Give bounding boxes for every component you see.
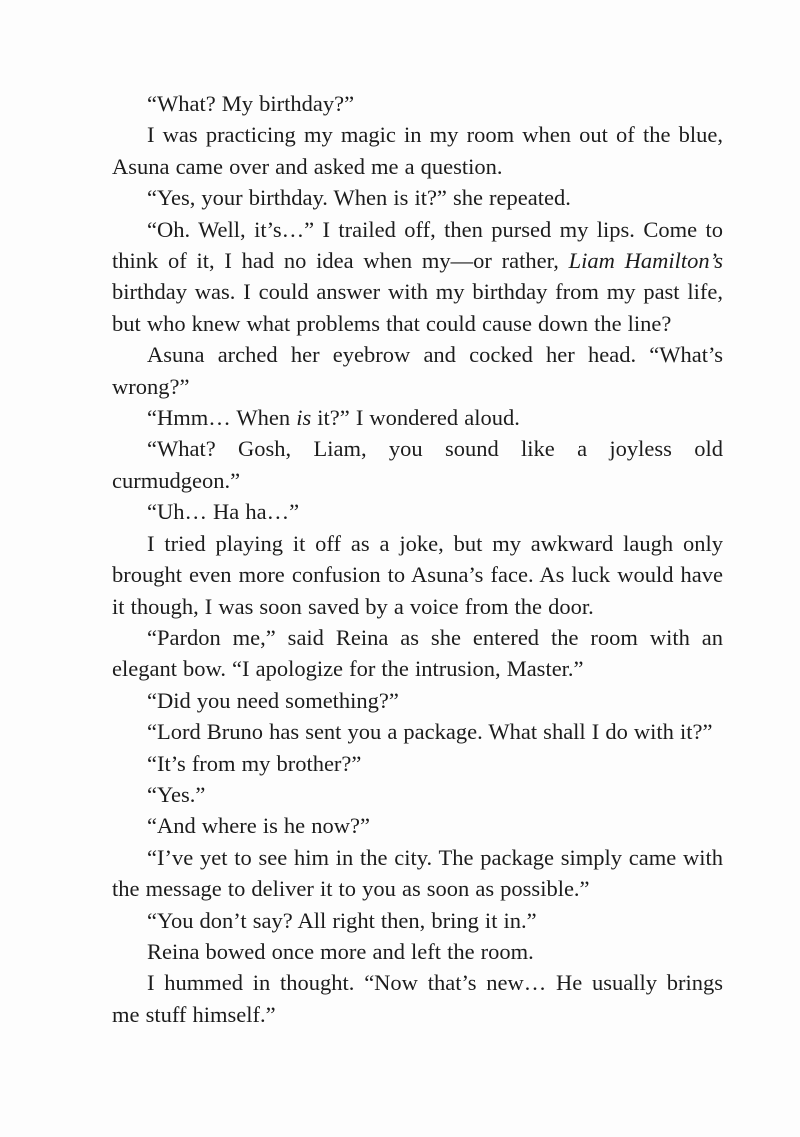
text-segment: I tried playing it off as a joke, but my awkward laugh only brought even more confusion to Asuna’s face. As luck would have it though, I was soon saved by a voice from the door. [112, 530, 723, 619]
paragraph [112, 685, 723, 716]
text-segment: I was practicing my magic in my room when out of the blue, Asuna came over and asked me a question. [112, 122, 723, 179]
paragraph [112, 433, 723, 496]
text-segment: “Lord Bruno has sent you a package. What shall I do with it?” [147, 719, 713, 745]
paragraph [112, 842, 723, 905]
italic-text-segment: is [296, 405, 312, 431]
text-segment: “What? My birthday?” [147, 91, 355, 116]
text-segment: “And where is he now?” [147, 813, 370, 839]
paragraph [112, 496, 723, 527]
text-segment: Reina bowed once more and left the room. [147, 938, 534, 964]
paragraph [112, 214, 723, 340]
paragraph [112, 810, 723, 841]
page-text [112, 88, 723, 1030]
paragraph [112, 339, 723, 402]
paragraph [112, 748, 723, 779]
paragraph [112, 905, 723, 936]
paragraph [112, 622, 723, 685]
text-segment: “It’s from my brother?” [147, 750, 362, 776]
paragraph [112, 936, 723, 967]
italic-text-segment: Liam Hamilton’s [568, 248, 723, 274]
text-segment: “Yes, your birthday. When is it?” she repeated. [147, 185, 571, 211]
paragraph [112, 716, 723, 747]
text-segment: “Pardon me,” said Reina as she entered the room with an elegant bow. “I apologize for the intrusion, Master.” [112, 624, 723, 682]
paragraph [112, 182, 723, 213]
text-segment: “Uh… Ha ha…” [147, 499, 300, 525]
text-segment: it?” I wondered aloud. [311, 405, 520, 431]
text-segment: “You don’t say? All right then, bring it in.” [147, 907, 537, 933]
paragraph [112, 88, 723, 119]
text-segment: “Did you need something?” [147, 687, 399, 713]
text-segment: “What? Gosh, Liam, you sound like a joyless old curmudgeon.” [112, 436, 723, 493]
paragraph [112, 528, 723, 622]
text-segment: “Hmm… When [147, 405, 297, 431]
text-segment: Asuna arched her eyebrow and cocked her head. “What’s wrong?” [112, 342, 723, 399]
text-segment: I hummed in thought. “Now that’s new… He usually brings me stuff himself.” [112, 970, 723, 1027]
paragraph [112, 402, 723, 433]
paragraph [112, 779, 723, 810]
text-segment: birthday was. I could answer with my birthday from my past life, but who knew what problems that could cause down the line? [112, 279, 723, 336]
text-segment: “Yes.” [147, 781, 206, 807]
text-segment: “Oh. Well, it’s…” I trailed off, then pursed my lips. Come to think of it, I had no idea when my—or rather, [112, 216, 723, 274]
paragraph [112, 119, 723, 182]
paragraph [112, 967, 723, 1030]
text-segment: “I’ve yet to see him in the city. The package simply came with the message to deliver it to you as soon as possible.” [112, 844, 723, 902]
